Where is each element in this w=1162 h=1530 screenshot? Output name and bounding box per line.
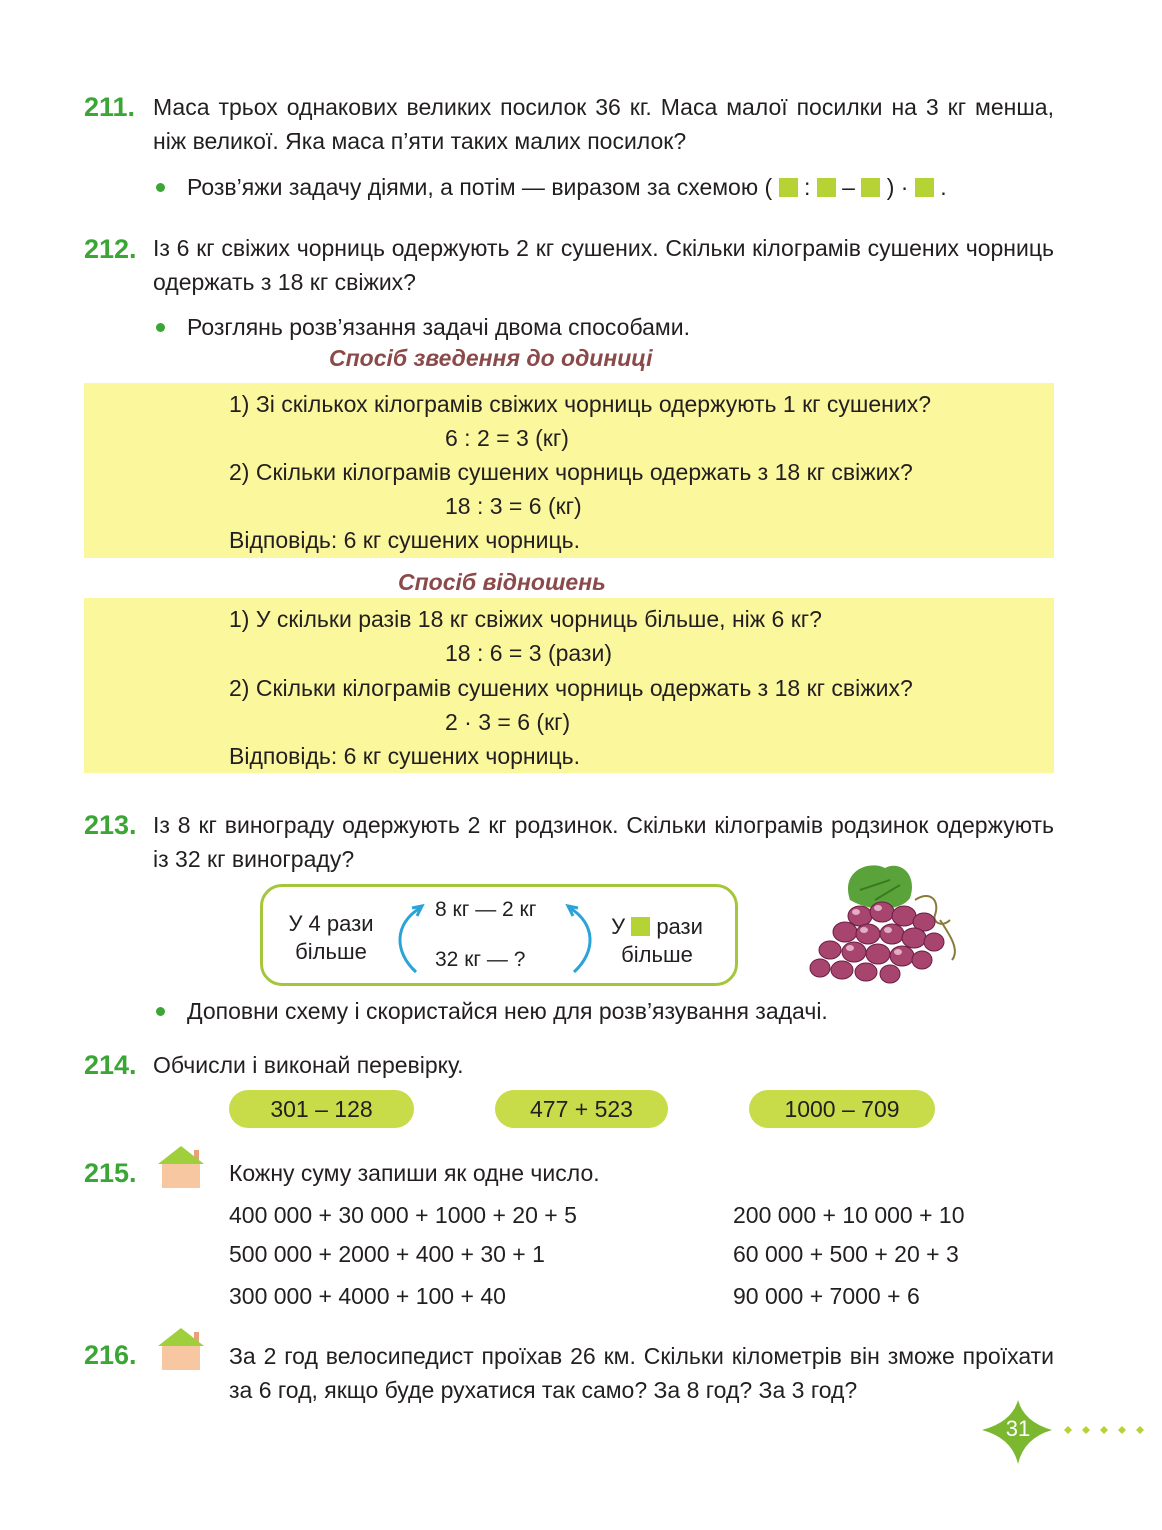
method1-answer: Відповідь: 6 кг сушених чорниць.	[229, 527, 580, 553]
scheme-left-label	[270, 910, 392, 966]
problem-number-213: 213.	[84, 810, 137, 840]
curved-arrow-icon	[562, 900, 598, 976]
blank-square-icon	[779, 178, 798, 197]
expression-pill-2: 477 + 523	[495, 1090, 668, 1128]
scheme-colon: :	[803, 174, 811, 200]
problem-text-215: Кожну суму запиши як одне число.	[229, 1160, 600, 1186]
problem-text-211: Маса трьох однакових великих посилок 36 кг. Маса малої посилки на 3 кг менша, ніж великої. Яка маса п’яти таких малих посилок?	[153, 94, 1054, 154]
blank-square-icon	[631, 917, 650, 936]
method-title-unit: Спосіб зведення до одиниці	[329, 345, 653, 371]
sum-left-2: 500 000 + 2000 + 400 + 30 + 1	[229, 1241, 545, 1267]
bullet-text-212: Розглянь розв’язання задачі двома способами.	[187, 314, 690, 340]
scheme-end: .	[940, 174, 947, 200]
problem-number-212: 212.	[84, 234, 137, 264]
sum-right-1: 200 000 + 10 000 + 10	[733, 1202, 965, 1228]
blank-square-icon	[861, 178, 880, 197]
bullet-dot-icon	[156, 1007, 165, 1016]
bullet-dot-icon	[156, 323, 165, 332]
scheme-left-line2: більше	[295, 939, 367, 964]
scheme-left-line1: У 4 рази	[288, 911, 374, 936]
bullet-scheme-211	[187, 170, 1067, 204]
scheme-right-line1	[598, 913, 716, 941]
bullet-dot-icon	[156, 183, 165, 192]
scheme-right-suffix: рази	[656, 914, 703, 939]
homework-house-icon	[156, 1326, 206, 1372]
method1-question-2: 2) Скільки кілограмів сушених чорниць одержать з 18 кг свіжих?	[229, 459, 913, 485]
bullet-text-213: Доповни схему і скористайся нею для розв’язування задачі.	[187, 998, 828, 1024]
problem-text-212: Із 6 кг свіжих чорниць одержують 2 кг сушених. Скільки кілограмів сушених чорниць одержать з 18 кг свіжих?	[153, 235, 1054, 295]
curved-arrow-icon	[392, 900, 428, 976]
homework-house-icon	[156, 1144, 206, 1190]
scheme-right-label	[598, 913, 716, 969]
scheme-right-prefix: У	[611, 914, 626, 939]
page-number: 31	[1005, 1416, 1031, 1441]
scheme-top-pair: 8 кг — 2 кг	[435, 898, 537, 921]
problem-number-214: 214.	[84, 1050, 137, 1080]
problem-number-211: 211.	[84, 92, 136, 122]
expression-pill-1: 301 – 128	[229, 1090, 414, 1128]
scheme-bottom-pair: 32 кг — ?	[435, 948, 526, 971]
scheme-minus: –	[842, 174, 855, 200]
bullet-text-211: Розв’яжи задачу діями, а потім — виразом за схемою (	[187, 174, 773, 200]
method1-expression-2: 18 : 3 = 6 (кг)	[445, 493, 582, 519]
sum-right-3: 90 000 + 7000 + 6	[733, 1283, 920, 1309]
sum-right-2: 60 000 + 500 + 20 + 3	[733, 1241, 959, 1267]
sum-left-3: 300 000 + 4000 + 100 + 40	[229, 1283, 506, 1309]
problem-number-216: 216.	[84, 1340, 137, 1370]
scheme-right-line2: більше	[621, 942, 693, 967]
method2-question-1: 1) У скільки разів 18 кг свіжих чорниць більше, ніж 6 кг?	[229, 606, 822, 632]
method1-question-1: 1) Зі скількох кілограмів свіжих чорниць одержують 1 кг сушених?	[229, 391, 932, 417]
blank-square-icon	[817, 178, 836, 197]
expression-pill-3: 1000 – 709	[749, 1090, 935, 1128]
method-title-ratio: Спосіб відношень	[398, 569, 606, 595]
problem-text-216: За 2 год велосипедист проїхав 26 км. Скільки кілометрів він зможе проїхати за 6 год, якщо буде рухатися так само? За 8 год? За 3 год?	[229, 1343, 1054, 1403]
method2-question-2: 2) Скільки кілограмів сушених чорниць одержать з 18 кг свіжих?	[229, 675, 913, 701]
problem-text-213: Із 8 кг винограду одержують 2 кг родзинок. Скільки кілограмів родзинок одержують із 32 кг винограду?	[153, 812, 1054, 872]
problem-number-215: 215.	[84, 1158, 137, 1188]
method2-answer: Відповідь: 6 кг сушених чорниць.	[229, 743, 580, 769]
method2-expression-1: 18 : 6 = 3 (рази)	[445, 640, 612, 666]
scheme-close: ) ·	[886, 174, 909, 200]
problem-text-214: Обчисли і виконай перевірку.	[153, 1052, 464, 1078]
grapes-illustration	[800, 860, 970, 990]
blank-square-icon	[915, 178, 934, 197]
method1-expression-1: 6 : 2 = 3 (кг)	[445, 425, 569, 451]
sum-left-1: 400 000 + 30 000 + 1000 + 20 + 5	[229, 1202, 577, 1228]
method2-expression-2: 2 · 3 = 6 (кг)	[445, 709, 571, 735]
